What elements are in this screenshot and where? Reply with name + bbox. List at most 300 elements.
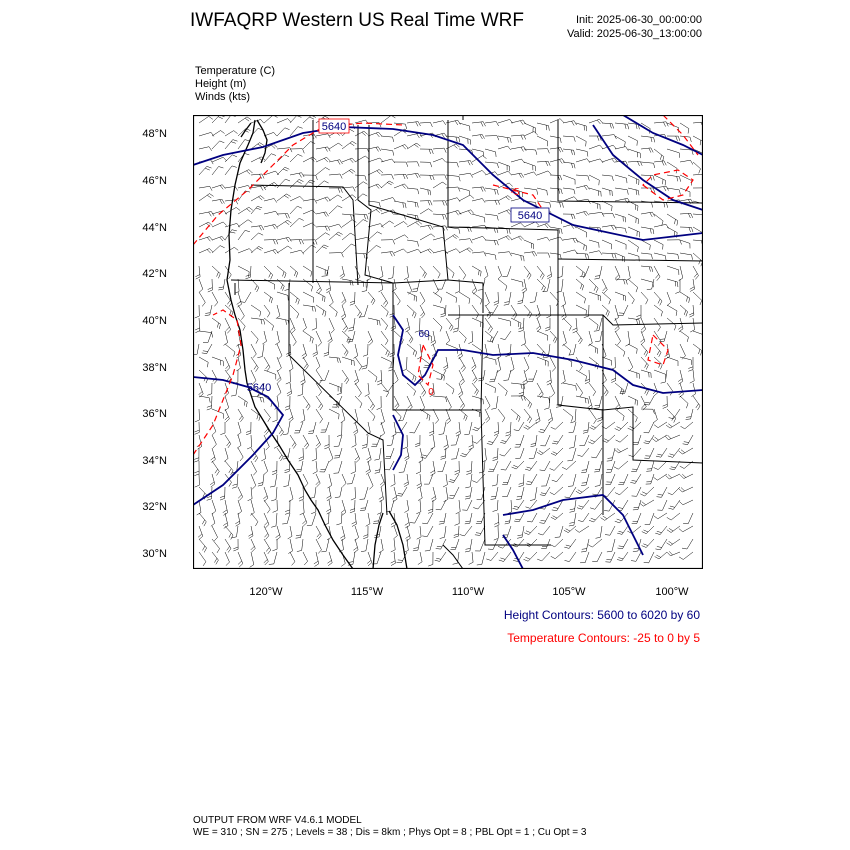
wind-barb-feather [600,159,603,163]
wind-barb-feather [345,378,348,382]
wind-barb-staff [238,140,245,149]
wind-barb-staff [238,435,241,445]
wind-barb-feather [541,520,546,521]
wind-barb-feather [302,353,306,356]
wind-barb-feather [616,440,620,442]
wind-barb-feather [560,202,561,207]
wind-barb-staff [341,513,342,524]
wind-barb-staff [446,474,447,485]
wind-barb-staff [368,474,373,486]
wind-barb-staff [662,487,668,497]
wind-barb-feather [425,551,430,552]
wind-barb-staff [485,357,496,360]
wind-barb-feather [353,187,355,192]
height-contour-label: 60 [418,329,430,340]
wind-barb-staff [660,526,667,535]
wind-barb-feather [435,560,440,561]
wind-barb-staff [366,539,368,551]
wind-barb-feather [311,512,316,514]
wind-barb-feather [415,377,417,382]
wind-barb-feather [449,325,452,329]
wind-barb-staff [407,344,417,352]
wind-barb-staff [380,461,381,472]
wind-barb-feather [239,497,242,501]
wind-barb-staff [299,422,303,433]
wind-barb-feather [350,280,351,285]
wind-barb-feather [367,460,371,463]
wind-barb-feather [637,349,638,354]
wind-barb-staff [355,148,367,149]
wind-barb-feather [220,200,223,204]
wind-barb-feather [443,365,447,368]
wind-barb-staff [290,487,293,499]
wind-barb-staff [355,131,364,136]
wind-barb-feather [638,190,639,195]
wind-barb-feather [404,277,408,279]
wind-barb-staff [520,448,524,458]
wind-barb-staff [672,487,680,495]
wind-barb-feather [459,229,460,234]
wind-barb-staff [225,435,231,444]
wind-barb-feather [253,472,256,476]
time-info [567,13,702,41]
wind-barb-feather [228,549,231,553]
wind-barb-feather [631,561,636,562]
wind-barb-staff [316,435,321,445]
wind-barb-staff [656,435,667,442]
wind-barb-feather [383,301,386,305]
wind-barb-feather [280,457,283,461]
wind-barb-feather [237,432,241,435]
wind-barb-feather [636,318,641,320]
wind-barb-staff [251,206,257,214]
wind-barb-feather [586,246,587,251]
wind-barb-staff [615,175,627,178]
wind-barb-staff [355,182,363,188]
wind-barb-staff [199,409,200,420]
wind-barb-feather [289,419,293,422]
wind-barb-feather [615,318,619,321]
wind-barb-feather [203,351,208,352]
wind-barb-staff [673,500,680,509]
wind-barb-staff [582,448,589,457]
wind-barb-staff [342,409,345,420]
wind-barb-staff [456,435,459,445]
wind-barb-feather [327,496,331,499]
wind-barb-staff [658,461,667,470]
wind-barb-feather [308,433,313,434]
init-time: Init: 2025-06-30_00:00:00 [576,14,702,26]
wind-barb-staff [329,305,337,312]
wind-barb-feather [546,161,548,166]
wind-barb-feather [665,436,668,440]
wind-barb-feather [487,406,490,410]
wind-barb-feather [493,510,498,511]
wind-barb-staff [472,292,482,300]
wind-barb-feather [350,143,354,146]
wind-barb-staff [543,526,550,535]
wind-barb-staff [545,487,550,496]
wind-barb-staff [312,513,316,525]
wind-barb-feather [500,558,505,560]
wind-barb-feather [388,352,390,357]
wind-barb-feather [520,223,524,227]
wind-barb-staff [522,292,524,303]
wind-barb-staff [498,422,499,434]
wind-barb-feather [617,560,622,561]
wind-barb-feather [418,249,421,253]
wind-barb-feather [369,342,373,346]
wind-barb-feather [209,116,213,119]
wind-barb-feather [441,316,446,317]
wind-barb-staff [688,513,693,524]
wind-barb-feather [209,212,212,216]
wind-barb-staff [329,409,339,414]
wind-barb-feather [266,536,269,540]
wind-barb-feather [423,272,426,276]
wind-barb-feather [276,211,279,215]
wind-barb-feather [351,498,356,500]
wind-barb-staff [446,383,454,389]
wind-barb-feather [595,348,596,353]
wind-barb-staff [251,174,262,175]
wind-barb-staff [600,331,602,341]
wind-barb-feather [628,124,629,129]
wind-barb-feather [379,202,380,207]
wind-barb-feather [640,339,644,342]
wind-barb-staff [589,240,599,243]
wind-barb-feather [219,324,220,329]
wind-barb-feather [613,145,616,149]
wind-barb-feather [507,211,510,215]
wind-barb-feather [351,215,352,220]
wind-barb-feather [257,248,261,250]
wind-barb-feather [690,289,694,292]
wind-barb-feather [296,298,298,303]
wind-barb-staff [659,552,667,559]
wind-barb-feather [278,379,282,383]
wind-barb-staff [667,266,679,270]
wind-barb-feather [659,341,664,342]
wind-barb-feather [655,275,658,279]
wind-barb-feather [532,252,534,256]
wind-barb-feather [413,289,418,290]
wind-barb-feather [386,393,389,397]
wind-barb-feather [352,141,356,144]
wind-barb-staff [225,357,230,368]
wind-barb-staff [342,233,350,240]
wind-barb-staff [303,435,309,445]
wind-barb-staff [619,448,628,453]
wind-barb-feather [668,475,672,478]
wind-barb-feather [436,509,441,510]
wind-barb-feather [654,468,659,470]
wind-barb-feather [366,279,370,282]
wind-barb-staff [693,266,699,276]
wind-barb-feather [623,352,625,357]
wind-barb-feather [397,495,402,496]
wind-barb-feather [442,158,445,162]
wind-barb-feather [591,518,596,520]
wind-barb-staff [302,539,303,550]
wind-barb-feather [611,381,616,383]
wind-barb-feather [581,551,586,552]
wind-barb-feather [521,173,524,177]
wind-barb-staff [458,318,459,331]
wind-barb-feather [448,498,453,499]
wind-barb-feather [441,313,446,314]
wind-barb-staff [615,318,619,328]
wind-barb-staff [251,513,258,522]
wind-barb-staff [683,526,693,532]
wind-barb-feather [445,175,447,180]
wind-barb-feather [576,386,577,391]
wind-barb-feather [413,550,418,551]
wind-barb-feather [488,441,493,442]
wind-barb-feather [416,122,418,126]
wind-barb-feather [551,453,556,455]
wind-barb-staff [485,122,496,124]
wind-barb-staff [498,136,510,138]
wind-barb-feather [679,557,683,560]
wind-barb-feather [691,394,695,397]
wind-barb-feather [208,288,213,290]
wind-barb-feather [451,327,454,331]
wind-barb-feather [199,391,203,394]
wind-barb-feather [483,156,487,159]
wind-barb-staff [646,539,654,548]
wind-barb-feather [580,340,583,344]
wind-barb-staff [498,236,508,240]
wind-barb-feather [227,442,230,446]
wind-barb-feather [272,549,277,551]
wind-barb-staff [658,513,667,519]
wind-barb-staff [199,222,209,227]
wind-barb-staff [443,461,447,472]
wind-barb-staff [641,136,654,138]
wind-barb-feather [678,379,682,382]
wind-barb-feather [681,450,685,453]
wind-barb-staff [693,318,695,330]
wind-barb-feather [391,484,396,486]
lat-label-36: 36°N [142,408,167,420]
wind-barb-feather [548,149,550,154]
wind-barb-staff [329,206,338,214]
wind-barb-staff [407,221,418,227]
wind-barb-feather [492,485,497,486]
wind-barb-feather [591,426,596,428]
wind-barb-feather [269,564,274,565]
wind-barb-staff [433,422,434,434]
wind-barb-feather [590,508,595,510]
wind-barb-feather [514,430,519,431]
wind-barb-feather [667,543,671,546]
wind-barb-feather [232,487,237,489]
wind-barb-feather [565,497,570,498]
wind-barb-feather [595,341,600,342]
wind-barb-feather [266,431,269,435]
wind-barb-staff [277,266,286,273]
wind-barb-feather [683,444,688,445]
wind-barb-staff [251,396,263,398]
wind-barb-feather [667,517,671,520]
wind-barb-staff [524,344,531,352]
wind-barb-feather [392,175,394,180]
wind-barb-feather [480,135,483,139]
wind-barb-staff [693,331,703,335]
wind-barb-staff [654,266,660,277]
wind-barb-feather [436,558,441,559]
wind-barb-staff [693,162,701,169]
wind-barb-feather [409,337,412,341]
wind-barb-feather [536,150,537,155]
wind-barb-staff [599,318,602,331]
wind-barb-feather [537,452,541,455]
wind-barb-feather [338,188,340,193]
wind-barb-feather [482,170,486,174]
wind-barb-feather [439,523,444,524]
wind-barb-staff [355,214,367,215]
wind-barb-feather [417,537,421,539]
wind-barb-feather [484,276,488,279]
wind-barb-feather [263,496,267,499]
wind-barb-staff [646,526,654,534]
wind-barb-staff [555,422,563,429]
wind-barb-staff [470,513,472,523]
wind-barb-staff [470,539,472,551]
wind-barb-feather [445,201,447,206]
wind-barb-feather [588,176,589,181]
wind-barb-feather [208,290,213,292]
wind-barb-feather [597,417,602,419]
wind-barb-staff [537,161,548,162]
wind-barb-staff [641,279,653,282]
wind-barb-feather [362,366,367,367]
wind-barb-staff [485,292,489,303]
wind-barb-staff [671,526,680,533]
wind-barb-feather [377,408,382,410]
wind-barb-staff [276,513,277,526]
wind-barb-staff [394,235,405,240]
wind-barb-staff [576,279,584,286]
wind-barb-staff [563,344,571,351]
wind-barb-feather [210,194,214,197]
wind-barb-feather [582,483,587,484]
wind-barb-feather [679,394,683,397]
wind-barb-feather [569,351,571,356]
wind-barb-staff [576,199,588,201]
wind-barb-feather [423,393,426,397]
wind-barb-staff [355,435,356,445]
wind-barb-feather [478,270,479,275]
wind-barb-feather [256,368,259,372]
wind-barb-staff [674,409,681,419]
wind-barb-staff [315,487,316,497]
wind-barb-staff [485,331,494,338]
wind-barb-staff [199,132,211,136]
wind-barb-staff [576,159,587,162]
wind-barb-feather [540,495,545,496]
wind-barb-staff [693,292,702,300]
wind-barb-feather [271,298,272,303]
wind-barb-feather [552,443,557,444]
wind-barb-staff [313,422,316,433]
wind-barb-feather [498,546,503,548]
wind-barb-feather [527,482,532,483]
wind-barb-feather [259,233,264,235]
lat-label-46: 46°N [142,175,167,187]
map-panel [193,115,703,569]
wind-barb-staff [483,370,485,380]
wind-barb-feather [561,189,562,194]
wind-barb-staff [628,253,639,256]
wind-barb-feather [572,121,575,125]
wind-barb-feather [552,510,557,511]
wind-barb-feather [279,455,282,459]
wind-barb-staff [287,513,290,524]
wind-barb-staff [225,131,234,136]
wind-barb-staff [329,224,339,227]
wind-barb-staff [661,448,667,457]
wind-barb-feather [668,435,671,439]
wind-barb-feather [679,329,683,332]
wind-barb-feather [626,147,629,151]
wind-barb-feather [635,205,636,210]
wind-barb-feather [586,232,587,237]
wind-barb-feather [495,200,497,205]
wind-barb-feather [287,194,291,197]
wind-barb-staff [316,370,322,380]
wind-barb-feather [233,140,238,142]
wind-barb-feather [613,213,615,218]
wind-barb-feather [288,536,292,539]
wind-barb-feather [607,551,612,552]
wind-barb-staff [251,500,254,513]
wind-barb-feather [669,528,673,531]
wind-barb-feather [680,466,684,468]
wind-barb-feather [257,206,262,208]
wind-barb-feather [556,407,561,408]
wind-barb-staff [290,196,300,201]
wind-barb-feather [236,207,240,210]
wind-barb-staff [615,292,626,296]
wind-barb-staff [563,331,566,343]
wind-barb-feather [273,225,276,229]
wind-barb-staff [264,279,275,284]
temperature-legend: Temperature Contours: -25 to 0 by 5 [507,631,700,645]
wind-barb-feather [210,186,212,190]
wind-barb-feather [237,302,241,305]
wind-barb-feather [404,484,408,487]
wind-barb-staff [303,318,307,328]
wind-barb-staff [533,370,537,382]
wind-barb-feather [379,123,381,128]
wind-barb-feather [615,450,619,453]
wind-barb-feather [519,174,522,178]
wind-barb-feather [446,418,450,421]
wind-barb-feather [618,508,623,509]
model-config: WE = 310 ; SN = 275 ; Levels = 38 ; Dis = 8km ; Phys Opt = 8 ; PBL Opt = 1 ; Cu Opt = 3 [193,827,587,838]
wind-barb-staff [576,149,587,152]
wind-barb-feather [588,254,589,259]
wind-barb-feather [595,486,600,487]
wind-barb-feather [367,457,371,460]
wind-barb-staff [519,422,524,431]
wind-barb-feather [195,316,200,318]
lon-label-100w: 100°W [655,586,689,598]
wind-barb-feather [674,418,676,423]
wind-barb-feather [291,327,295,331]
